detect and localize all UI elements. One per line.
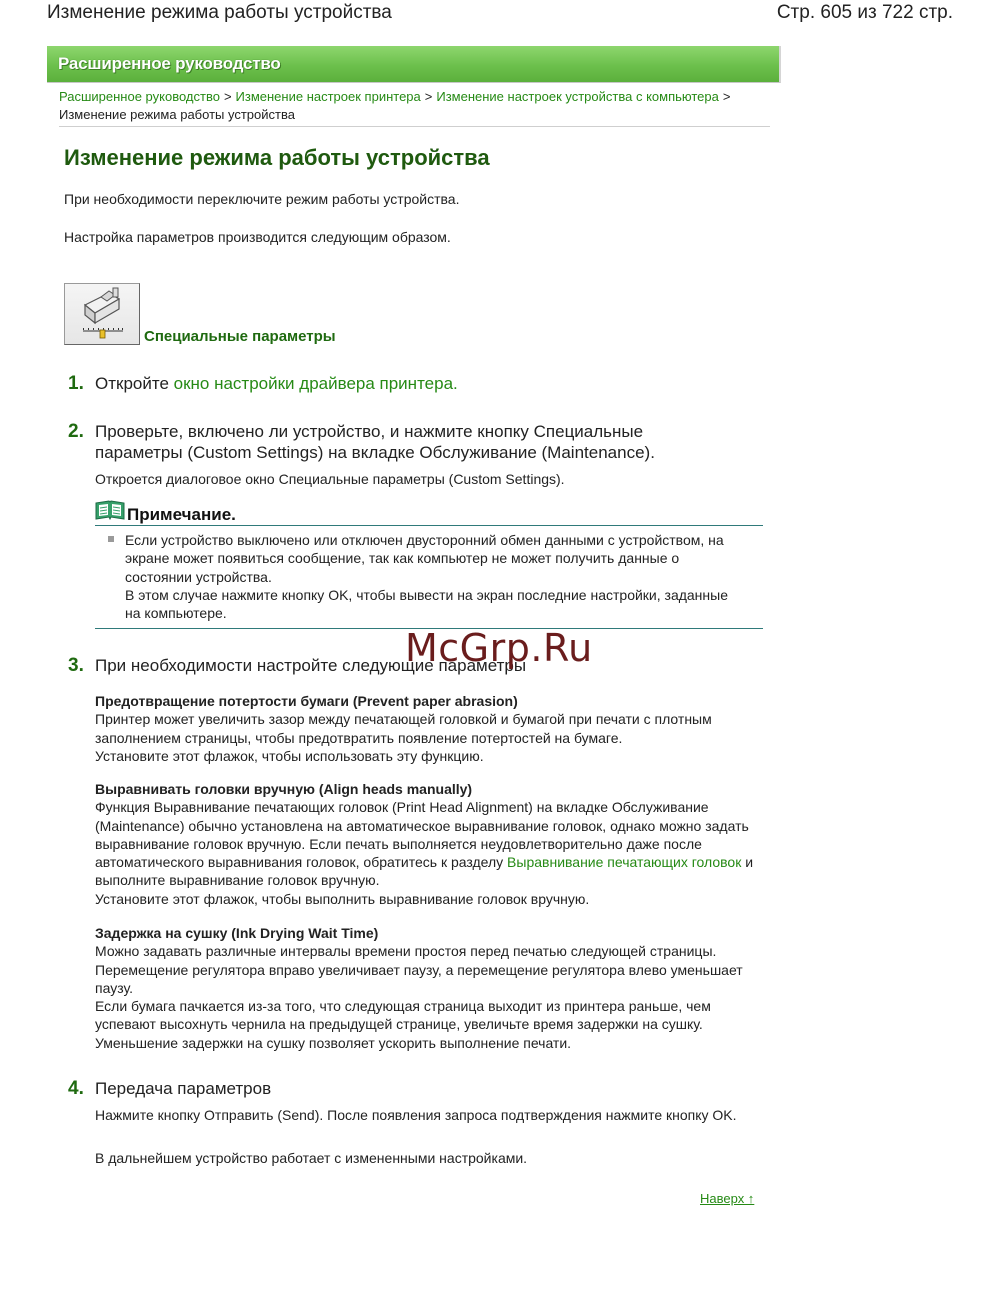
- breadcrumb-separator: >: [223, 89, 232, 104]
- step-subtext: Откроется диалоговое окно Специальные параметры (Custom Settings).: [95, 471, 565, 487]
- icon-caption: Специальные параметры: [144, 328, 336, 345]
- note-bullet: [108, 536, 114, 542]
- option-title: Выравнивать головки вручную (Align heads manually): [95, 781, 473, 797]
- option-description: Принтер может увеличить зазор между печатающей головкой и бумагой при печати с плотным заполнением страницы, чтобы предотвратить появление потертостей на бумаге.: [95, 711, 712, 746]
- step-number: 2.: [68, 421, 84, 442]
- breadcrumb-link-advanced-guide[interactable]: Расширенное руководство: [59, 89, 220, 104]
- step-subtext: Нажмите кнопку Отправить (Send). После появления запроса подтверждения нажмите кнопку OK.: [95, 1107, 737, 1123]
- print-head-alignment-link[interactable]: Выравнивание печатающих головок: [507, 854, 742, 871]
- step-text: Передача параметров: [95, 1079, 272, 1098]
- breadcrumb-link-printer-settings[interactable]: Изменение настроек принтера: [235, 89, 421, 104]
- breadcrumb-divider: [59, 126, 770, 127]
- intro-paragraph: При необходимости переключите режим работы устройства.: [64, 191, 460, 207]
- page-header: [0, 0, 1000, 30]
- printer-settings-icon: [64, 283, 140, 345]
- banner-title: Расширенное руководство: [58, 54, 281, 73]
- step-text: [95, 373, 705, 394]
- note-paragraph: В этом случае нажмите кнопку OK, чтобы вывести на экран последние настройки, заданные на компьютере.: [125, 586, 728, 622]
- back-to-top-link[interactable]: Наверх ↑: [700, 1191, 755, 1206]
- option-block: [95, 924, 765, 1052]
- note-title: Примечание.: [127, 505, 236, 524]
- option-description: и выполните выравнивание головок вручную.: [95, 854, 754, 889]
- option-description: Установите этот флажок, чтобы выполнить выравнивание головок вручную.: [95, 890, 590, 907]
- breadcrumb: [59, 88, 771, 124]
- note-paragraph: Если устройство выключено или отключен двусторонний обмен данными с устройством, на экране может появиться сообщение, так как компьютер не может получить данные о состоянии устройства.: [125, 532, 724, 585]
- document-title: Изменение режима работы устройства: [47, 2, 392, 23]
- page-title: Изменение режима работы устройства: [64, 145, 490, 170]
- note-box: [95, 500, 763, 630]
- note-text: [125, 531, 745, 622]
- step-number: 1.: [68, 373, 84, 394]
- option-title: Задержка на сушку (Ink Drying Wait Time): [95, 925, 379, 941]
- breadcrumb-separator: >: [424, 89, 433, 104]
- breadcrumb-current: Изменение режима работы устройства: [59, 107, 295, 122]
- step-number: 4.: [68, 1078, 84, 1099]
- breadcrumb-link-device-settings[interactable]: Изменение настроек устройства с компьютера: [436, 89, 719, 104]
- option-description: Если бумага пачкается из-за того, что следующая страница выходит из принтера раньше, чем успевают высохнуть чернила на предыдущей странице, увеличьте время задержки на сушку. Уменьшение задержки на сушку позволяет ускорить выполнение печати.: [95, 998, 711, 1051]
- option-description: Установите этот флажок, чтобы использовать эту функцию.: [95, 747, 484, 764]
- book-icon: [95, 500, 125, 522]
- option-description: Можно задавать различные интервалы времени простоя перед печатью следующей страницы. Перемещение регулятора вправо увеличивает паузу, а перемещение регулятора влево уменьшает паузу.: [95, 943, 743, 996]
- option-description: Функция Выравнивание печатающих головок (Print Head Alignment) на вкладке Обслуживание (Maintenance) обычно установлена на автоматическое выравнивание головок, однако можно задать выравнивание головок вручную. Если печать выполняется неудовлетворительно даже после автоматического выравнивания головок, обратитесь к разделу: [95, 799, 749, 871]
- step-number: 3.: [68, 655, 84, 676]
- breadcrumb-separator: >: [722, 89, 731, 104]
- section-banner: [47, 46, 781, 83]
- step-text: Проверьте, включено ли устройство, и нажмите кнопку Специальные параметры (Custom Settings) на вкладке Обслуживание (Maintenance).: [95, 422, 655, 462]
- option-block: [95, 780, 765, 908]
- watermark: McGrp.Ru: [405, 626, 593, 670]
- note-divider: [95, 525, 763, 526]
- step-subtext: В дальнейшем устройство работает с измененными настройками.: [95, 1150, 528, 1166]
- option-title: Предотвращение потертости бумаги (Prevent paper abrasion): [95, 693, 518, 709]
- page-counter: Стр. 605 из 722 стр.: [776, 2, 953, 23]
- intro-paragraph: Настройка параметров производится следующим образом.: [64, 229, 451, 245]
- step-text: При необходимости настройте следующие параметры: [95, 656, 527, 675]
- printer-driver-setup-link[interactable]: окно настройки драйвера принтера.: [173, 374, 458, 393]
- option-block: [95, 692, 765, 765]
- step-text-prefix: Откройте: [95, 374, 174, 393]
